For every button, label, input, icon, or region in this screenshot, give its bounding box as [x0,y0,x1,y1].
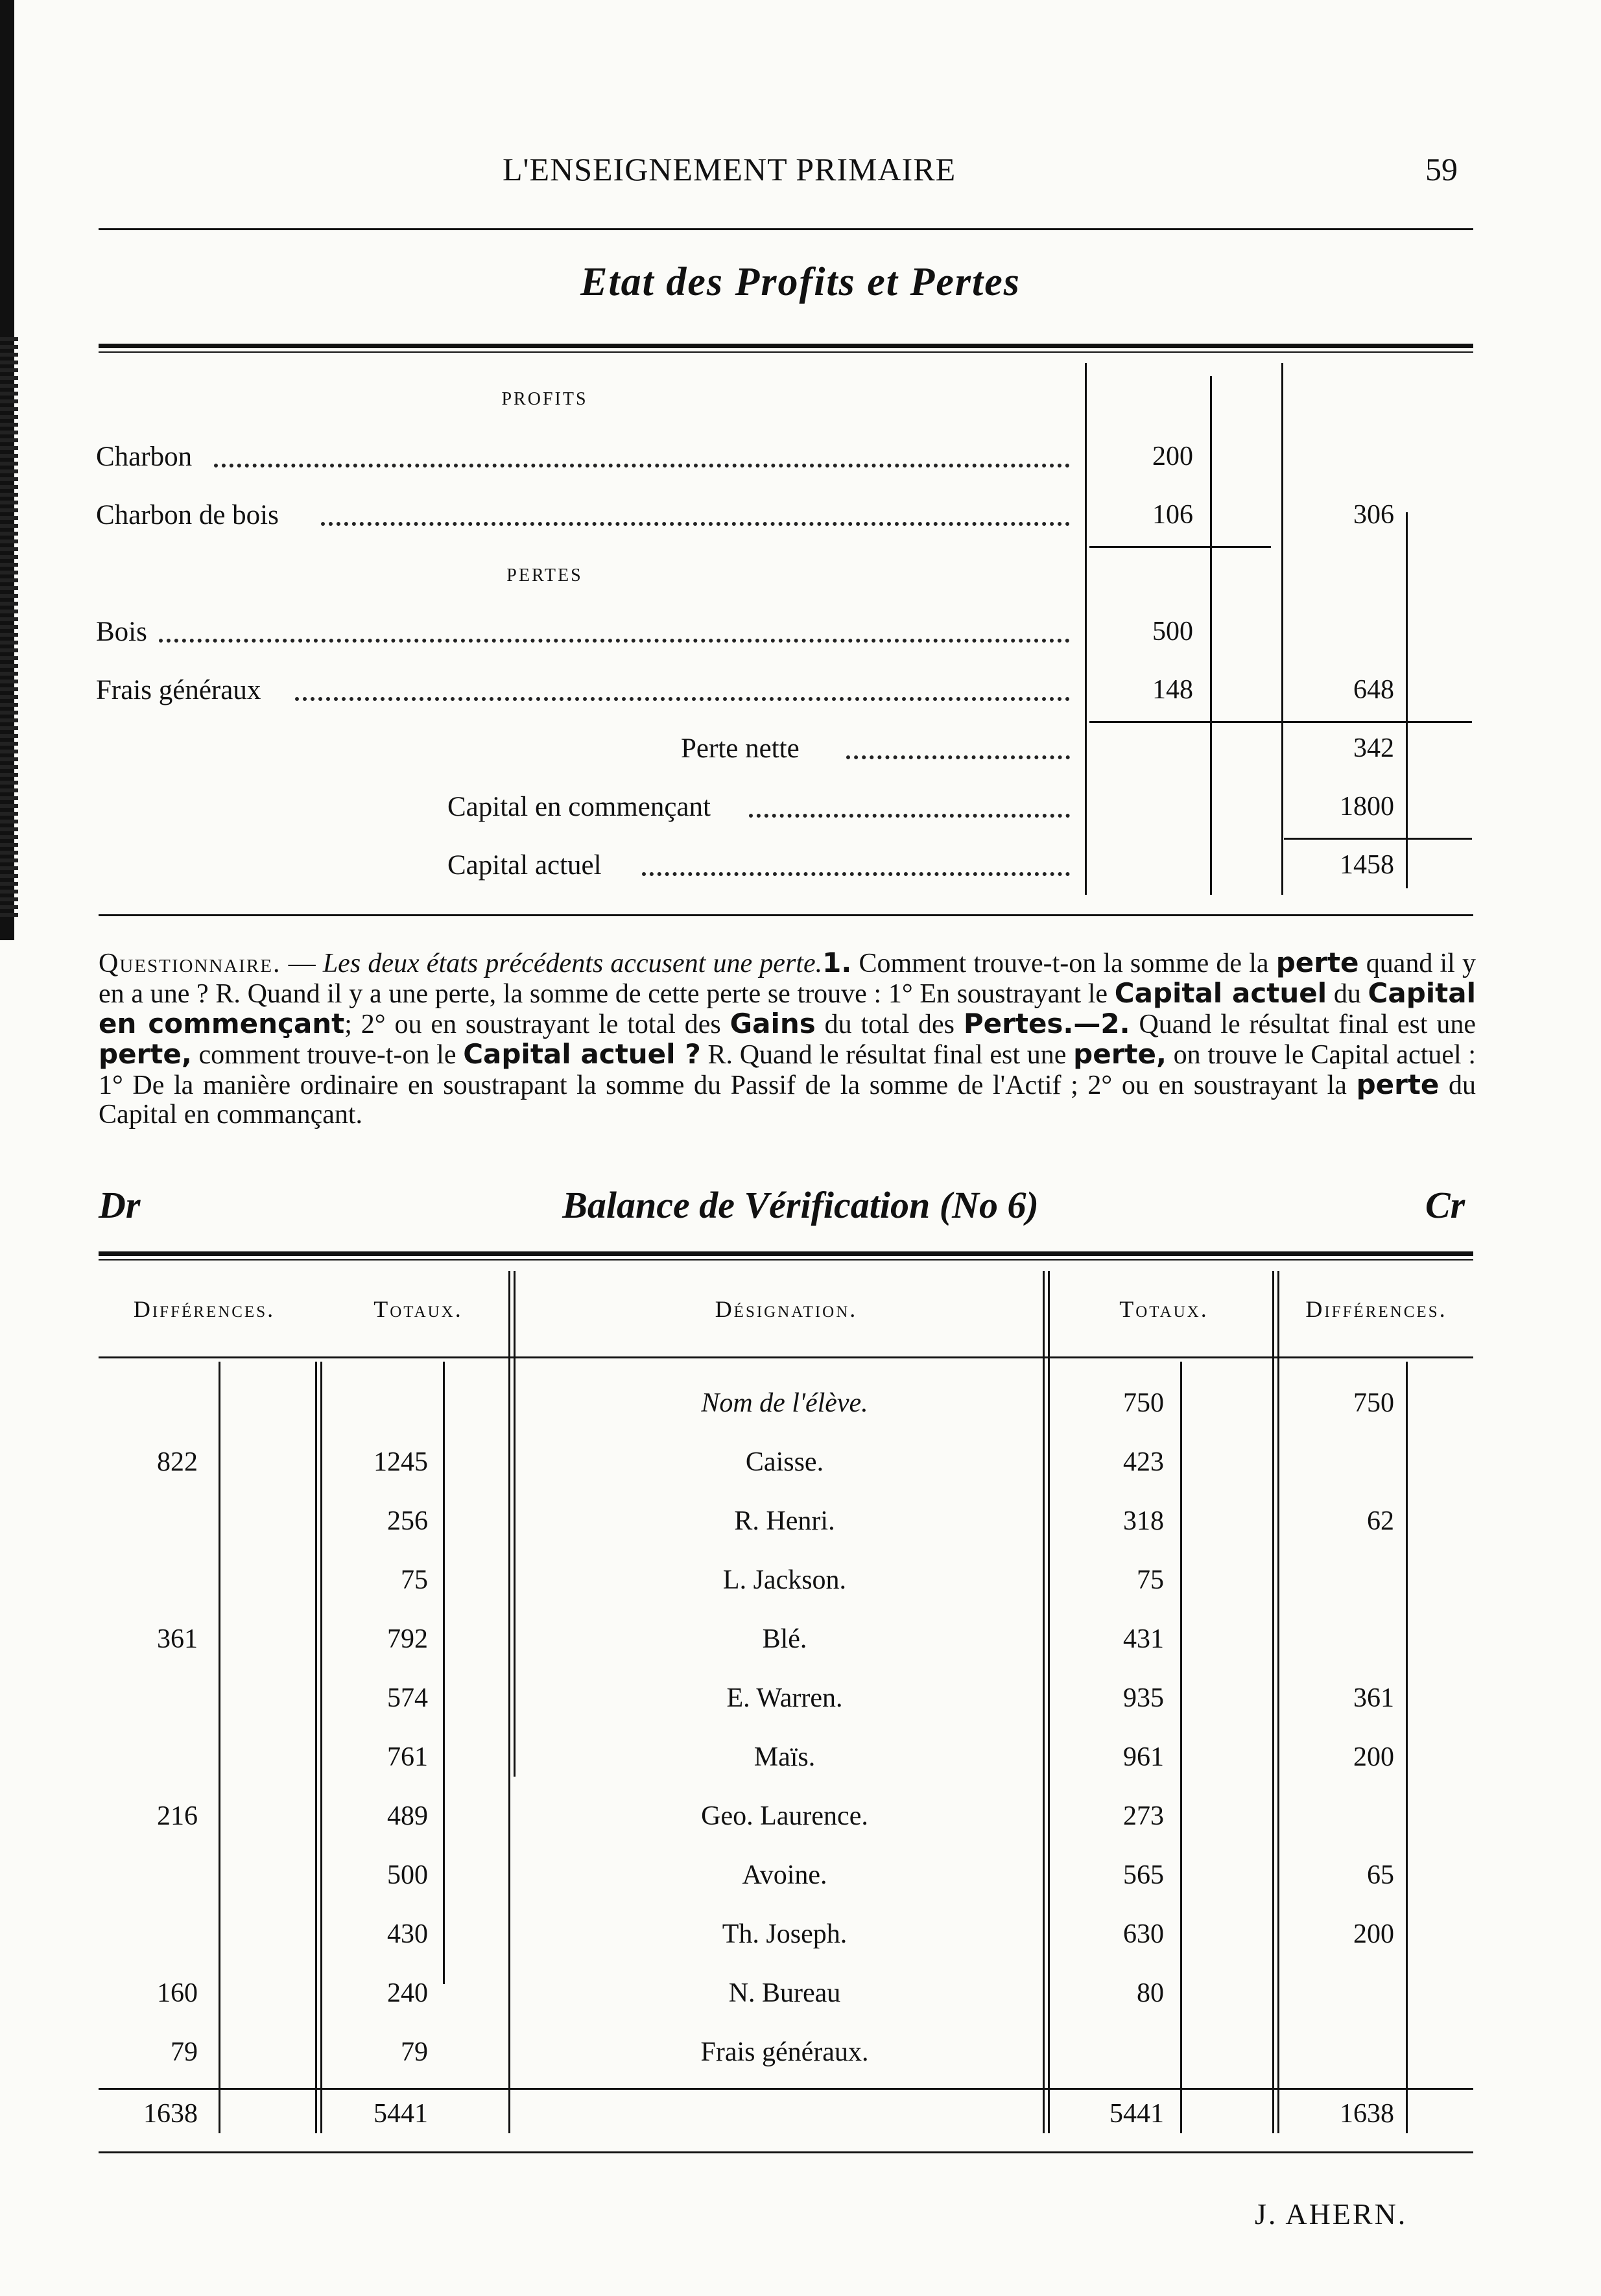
subtotal-rule [1089,546,1271,548]
row-label: Charbon de bois [96,500,279,530]
questionnaire-text: Comment trouve-t-on la somme de la [859,949,1269,978]
amount-col-right-rule [1210,376,1212,895]
questionnaire-text: ; 2° ou en soustrayant le total des [344,1010,721,1039]
col-rule [508,1271,510,2133]
table-top-rule [99,344,1473,348]
questionnaire-text: R. Quand le résultat final est une [707,1040,1067,1070]
dr-total-cell: 75 [401,1565,428,1595]
designation-cell: Blé. [762,1624,807,1654]
dot-leader [295,697,1070,701]
designation-cell: Nom de l'élève. [701,1388,868,1418]
cr-total-cell: 75 [1137,1565,1164,1595]
cr-total-cell: 630 [1123,1919,1164,1949]
cr-total-cell: 935 [1123,1683,1164,1713]
dr-total-cell: 430 [387,1919,428,1949]
author-signature: J. AHERN. [1255,2197,1408,2231]
summary-label: Capital en commençant [447,792,711,822]
col-header-dr-diff: Différences. [133,1296,276,1322]
dot-leader [159,639,1070,643]
col-rule [320,1362,322,2133]
row-amount: 200 [1152,442,1193,471]
designation-cell: Caisse. [745,1447,824,1477]
amount-col-left-rule [1085,363,1087,895]
subtotal-rule [1284,838,1472,840]
row-label: Frais généraux [96,675,261,705]
col-rule [443,1362,445,1984]
col-header-dr-total: Totaux. [374,1296,463,1322]
dr-total-cell: 761 [387,1742,428,1772]
cr-total-cell: 565 [1123,1860,1164,1890]
dot-leader [321,522,1070,526]
cr-diff-cell: 62 [1367,1506,1394,1536]
dot-leader [214,464,1070,467]
dr-total-cell: 792 [387,1624,428,1654]
col-header-cr-total: Totaux. [1119,1296,1209,1322]
row-amount: 148 [1152,675,1193,705]
question-number: 1. [822,947,852,978]
dot-leader [749,814,1070,818]
col-rule [1048,1271,1050,2133]
row-label: Bois [96,617,147,647]
cr-diff-cell: 200 [1353,1742,1394,1772]
dr-total-cell: 574 [387,1683,428,1713]
col-header-cr-diff: Différences. [1305,1296,1447,1322]
dot-leader [846,755,1070,759]
keyword-pertes: Pertes. [963,1008,1074,1039]
questionnaire-text: du total des [824,1010,955,1039]
dr-diff-cell: 160 [157,1978,198,2008]
keyword-perte: perte, [99,1038,192,1070]
table-bottom-rule [99,914,1473,916]
summary-label: Perte nette [681,733,800,764]
balance-title: Balance de Vérification (No 6) [562,1184,1039,1226]
dr-diff-cell: 361 [157,1624,198,1654]
cr-diff-cell: 361 [1353,1683,1394,1713]
keyword-capital-en-commencant: Capital en commençant [99,977,1476,1039]
balance-cr: Cr [1425,1184,1465,1226]
questionnaire-text: on trouve le Capital actuel : 1° De la manière ordinaire en soustrapant la somme du Passif de la somme de l'Actif ; 2° ou en soustrayant la [99,1040,1476,1100]
header-bottom-rule [99,1356,1473,1358]
col-rule [1277,1271,1279,2133]
keyword-gains: Gains [729,1008,816,1039]
scan-edge-shadow [0,337,18,921]
section-pertes: PERTES [506,565,583,586]
dr-total-cell: 500 [387,1860,428,1890]
designation-cell: R. Henri. [734,1506,835,1536]
cr-total-cell: 750 [1123,1388,1164,1418]
questionnaire-paragraph: Questionnaire. — Les deux états précédents accusent une perte.1. Comment trouve-t-on la somme de la perte quand il y en a une ? R. Quand il y a une perte, la somme de cette perte se trouve : 1° En soustrayant le Capital actuel du Capital en commençant; 2° ou en soustrayant le total des Gains du total des Pertes.—2. Quand le résultat final est une perte, comment trouve-t-on le Capital actuel ? R. Quand le résultat final est une perte, on trouve le Capital actuel : 1° De la manière ordinaire en soustrapant la somme du Passif de la somme de l'Actif ; 2° ou en soustrayant la perte du Capital en commançant. [99,947,1476,1130]
questionnaire-text: du Capital en commançant. [99,1071,1476,1130]
keyword-capital-actuel: Capital actuel ? [463,1038,701,1070]
subtotal-rule [1089,721,1472,723]
col-rule [1406,1362,1408,2133]
dr-diff-cell: 216 [157,1801,198,1831]
dr-total-cell: 79 [401,2037,428,2067]
keyword-perte: perte [1356,1069,1440,1100]
cr-diff-cell: 200 [1353,1919,1394,1949]
summary-total: 342 [1353,733,1394,763]
cr-diff-cell: 750 [1353,1388,1394,1418]
designation-cell: Avoine. [742,1860,827,1890]
keyword-perte: perte [1275,947,1359,978]
total-dr-diff: 1638 [143,2099,198,2129]
designation-cell: Maïs. [753,1742,816,1772]
table-top-rule-thin [99,351,1473,353]
balance-top-rule [99,1251,1473,1256]
col-rule [219,1362,220,2133]
designation-cell: E. Warren. [726,1683,843,1713]
section-profits: PROFITS [501,389,588,409]
designation-cell: N. Bureau [728,1978,841,2008]
col-rule [1272,1271,1274,2133]
row-label: Charbon [96,442,193,472]
col-rule [514,1271,516,1777]
balance-bottom-rule [99,2151,1473,2153]
row-amount: 500 [1152,617,1193,646]
designation-cell: Th. Joseph. [722,1919,848,1949]
row-total: 306 [1353,500,1394,530]
keyword-capital-actuel: Capital actuel [1114,977,1327,1009]
dr-total-cell: 1245 [374,1447,428,1477]
profits-pertes-title: Etat des Profits et Pertes [580,260,1021,304]
total-dr-total: 5441 [374,2099,428,2129]
totals-rule [99,2088,1473,2090]
cr-total-cell: 961 [1123,1742,1164,1772]
dr-diff-cell: 822 [157,1447,198,1477]
cr-total-cell: 273 [1123,1801,1164,1831]
cr-diff-cell: 65 [1367,1860,1394,1890]
dr-diff-cell: 79 [171,2037,198,2067]
page-number: 59 [1425,151,1458,187]
total-col-left-rule [1281,363,1283,895]
questionnaire-text: Quand le résultat final est une [1139,1010,1476,1039]
questionnaire-label: Questionnaire. [99,949,281,978]
balance-top-rule-thin [99,1259,1473,1260]
col-rule [1180,1362,1182,2133]
designation-cell: L. Jackson. [722,1565,847,1595]
balance-dr: Dr [99,1184,141,1226]
dr-total-cell: 256 [387,1506,428,1536]
cr-total-cell: 318 [1123,1506,1164,1536]
summary-label: Capital actuel [447,850,602,881]
summary-total: 1800 [1340,792,1394,822]
questionnaire-text: du [1333,979,1361,1009]
designation-cell: Frais généraux. [700,2037,869,2067]
keyword-perte: perte, [1073,1038,1167,1070]
dr-total-cell: 489 [387,1801,428,1831]
cr-total-cell: 423 [1123,1447,1164,1477]
cr-total-cell: 80 [1137,1978,1164,2008]
summary-total: 1458 [1340,850,1394,880]
col-header-designation: Désignation. [715,1296,858,1322]
col-rule [315,1362,317,2133]
total-col-right-rule [1406,512,1408,888]
question-number: —2. [1073,1008,1130,1039]
dot-leader [642,872,1070,876]
header-rule [99,228,1473,230]
questionnaire-text: comment trouve-t-on le [198,1040,457,1070]
running-header: L'ENSEIGNEMENT PRIMAIRE [503,151,956,187]
questionnaire-intro: Les deux états précédents accusent une perte. [322,949,823,978]
total-cr-diff: 1638 [1340,2099,1394,2129]
dr-total-cell: 240 [387,1978,428,2008]
questionnaire-text: quand il y en a une ? R. Quand il y a une perte, la somme de cette perte se trouve : 1° En soustrayant le [99,949,1476,1009]
row-total: 648 [1353,675,1394,705]
row-amount: 106 [1152,500,1193,530]
designation-cell: Geo. Laurence. [701,1801,868,1831]
cr-total-cell: 431 [1123,1624,1164,1654]
total-cr-total: 5441 [1109,2099,1164,2129]
